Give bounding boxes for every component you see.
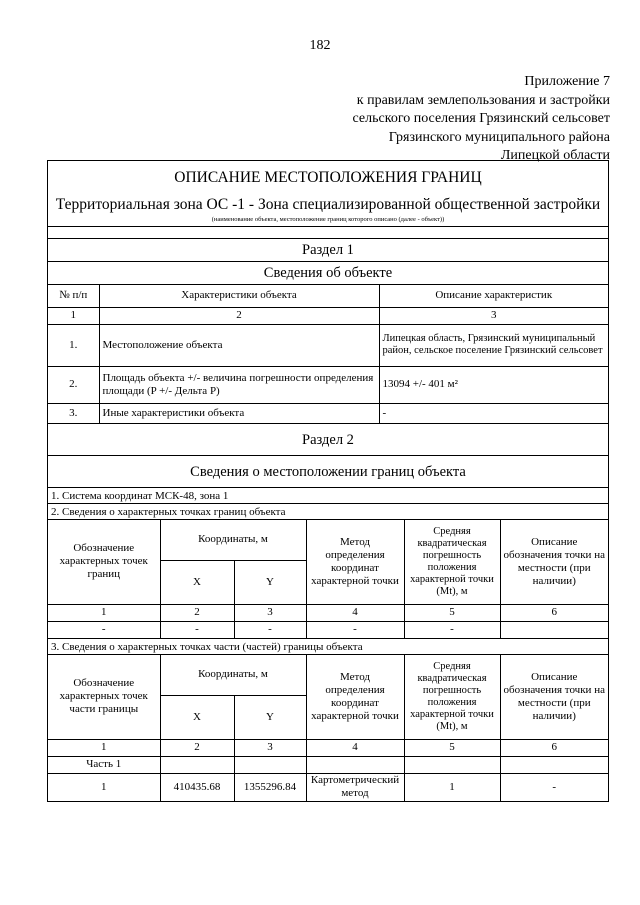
characteristic-value: 13094 +/- 401 м² — [379, 366, 608, 403]
table-row — [48, 366, 608, 403]
col-number: 2 — [99, 307, 379, 324]
designation-header: Обозначение характерных точек части границы — [48, 655, 160, 739]
y-header: Y — [234, 560, 306, 604]
y-header: Y — [234, 695, 306, 739]
parts-table — [48, 655, 608, 801]
col-number: 5 — [404, 604, 500, 621]
cell — [160, 756, 234, 773]
row-number: 1. — [48, 324, 99, 366]
object-info-table — [48, 285, 608, 423]
cell — [500, 756, 608, 773]
characteristic-value: Липецкая область, Грязинский муниципальный район, сельское поселение Грязинский сельсовет — [379, 324, 608, 366]
col-number: 3 — [234, 604, 306, 621]
document-frame — [47, 160, 609, 802]
cell: - — [160, 621, 234, 638]
col-number: 6 — [500, 739, 608, 756]
col-number: 2 — [160, 604, 234, 621]
col-number: 4 — [306, 739, 404, 756]
error-header: Средняя квадратическая погрешность положения характерной точки (Mt), м — [404, 655, 500, 739]
point-number: 1 — [48, 773, 160, 801]
spacer — [48, 227, 608, 239]
zone-note: (наименование объекта, местоположение границ которого описано (далее - объект)) — [48, 215, 608, 227]
row-number: 2. — [48, 366, 99, 403]
table-row — [48, 621, 608, 638]
cell — [500, 621, 608, 638]
x-header: X — [160, 695, 234, 739]
annex-line: Приложение 7 — [524, 74, 610, 89]
col-number: 3 — [379, 307, 608, 324]
points-table — [48, 520, 608, 638]
method-header: Метод определения координат характерной точки — [306, 520, 404, 604]
coords-header: Координаты, м — [160, 520, 306, 560]
col-number: 1 — [48, 739, 160, 756]
cell — [234, 756, 306, 773]
error-value: 1 — [404, 773, 500, 801]
characteristic-name: Площадь объекта +/- величина погрешности определения площади (P +/- Дельта P) — [99, 366, 379, 403]
header-cell: Описание характеристик — [379, 285, 608, 307]
part-label: Часть 1 — [48, 756, 160, 773]
col-number: 2 — [160, 739, 234, 756]
section2-title: Раздел 2 — [48, 424, 608, 456]
error-header: Средняя квадратическая погрешность положения характерной точки (Mt), м — [404, 520, 500, 604]
designation-header: Обозначение характерных точек границ — [48, 520, 160, 604]
description-header: Описание обозначения точки на местности (при наличии) — [500, 655, 608, 739]
cell — [404, 756, 500, 773]
parts-table-wrap — [48, 655, 608, 801]
annex-line: Липецкой области — [500, 148, 610, 163]
zone-name: Территориальная зона ОС -1 - Зона специализированной общественной застройки — [55, 196, 601, 213]
col-number: 6 — [500, 604, 608, 621]
x-header: X — [160, 560, 234, 604]
col-number: 1 — [48, 307, 99, 324]
coord-system: 1. Система координат МСК-48, зона 1 — [48, 488, 608, 504]
table-row — [48, 403, 608, 423]
annex-line: Грязинского муниципального района — [388, 129, 610, 145]
points-label: 2. Сведения о характерных точках границ объекта — [48, 504, 608, 520]
characteristic-name: Иные характеристики объекта — [99, 403, 379, 423]
annex-header — [353, 73, 610, 166]
points-table-wrap — [48, 520, 608, 639]
characteristic-name: Местоположение объекта — [99, 324, 379, 366]
parts-label: 3. Сведения о характерных точках части (частей) границы объекта — [48, 639, 608, 655]
x-value: 410435.68 — [160, 773, 234, 801]
description-header: Описание обозначения точки на местности (при наличии) — [500, 520, 608, 604]
document-title: ОПИСАНИЕ МЕСТОПОЛОЖЕНИЯ ГРАНИЦ — [174, 169, 482, 186]
table-row — [48, 773, 608, 801]
header-cell: № п/п — [48, 285, 99, 307]
section1-subtitle: Сведения об объекте — [48, 262, 608, 285]
description-value: - — [500, 773, 608, 801]
cell: - — [404, 621, 500, 638]
page-number: 182 — [309, 38, 331, 53]
table-row — [48, 324, 608, 366]
coords-header: Координаты, м — [160, 655, 306, 695]
col-number: 3 — [234, 739, 306, 756]
characteristic-value: - — [379, 403, 608, 423]
section1-title: Раздел 1 — [48, 239, 608, 262]
method-value: Картометрический метод — [306, 773, 404, 801]
section2-subtitle: Сведения о местоположении границ объекта — [48, 456, 608, 488]
col-number: 5 — [404, 739, 500, 756]
cell: - — [234, 621, 306, 638]
col-number: 1 — [48, 604, 160, 621]
cell — [306, 756, 404, 773]
header-cell: Характеристики объекта — [99, 285, 379, 307]
cell: - — [306, 621, 404, 638]
annex-line: сельского поселения Грязинский сельсовет — [352, 111, 610, 126]
method-header: Метод определения координат характерной точки — [306, 655, 404, 739]
section1-table-wrap — [48, 285, 608, 424]
row-number: 3. — [48, 403, 99, 423]
annex-line: к правилам землепользования и застройки — [356, 92, 610, 108]
cell: - — [48, 621, 160, 638]
y-value: 1355296.84 — [234, 773, 306, 801]
col-number: 4 — [306, 604, 404, 621]
